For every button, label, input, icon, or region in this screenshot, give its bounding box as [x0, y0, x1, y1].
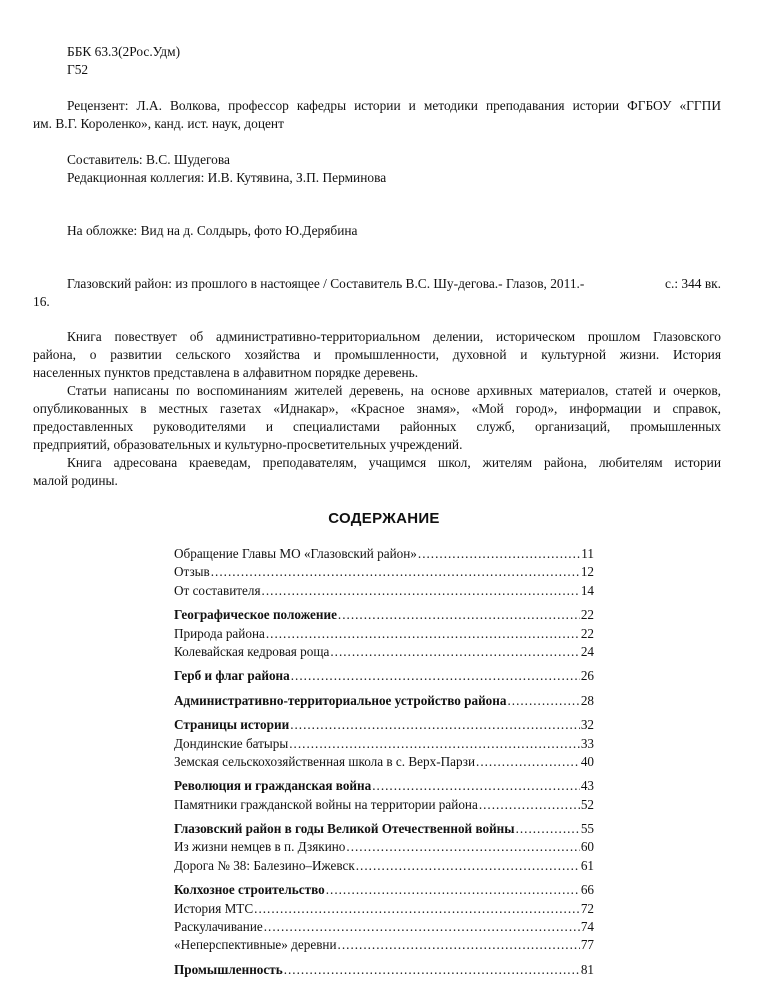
abstract-paragraph-3	[33, 454, 721, 490]
toc-item	[174, 667, 594, 685]
reviewer-block	[33, 97, 721, 133]
author-sign: Г52	[67, 62, 89, 77]
toc-leader-dots	[211, 563, 580, 581]
bbk-code: ББК 63.3(2Рос.Удм)	[67, 44, 181, 59]
toc-item-title: Колевайская кедровая роща	[174, 643, 330, 659]
toc-item-page: 55	[580, 821, 594, 837]
toc-item-page: 77	[580, 937, 594, 953]
toc-item-title: Глазовский район в годы Великой Отечественной войны	[174, 821, 515, 837]
toc-item	[174, 545, 594, 563]
toc-item-page: 22	[580, 607, 594, 623]
toc-item-page: 33	[580, 735, 594, 751]
toc-leader-dots	[264, 918, 580, 936]
toc-item-title: Природа района	[174, 625, 265, 641]
abstract-line: предприятий, образовательных и культурно-просветительных учреждений.	[33, 437, 463, 452]
cover-line: На обложке: Вид на д. Солдырь, фото Ю.Дерябина	[67, 223, 358, 238]
bib-cont: 16.	[33, 294, 50, 309]
bbk-header	[33, 43, 721, 79]
toc-leader-dots	[516, 820, 580, 838]
abstract-line: населенных пунктов представлена в алфавитном порядке деревень.	[33, 365, 419, 380]
toc-item-page: 26	[580, 668, 594, 684]
toc-leader-dots	[338, 936, 580, 954]
bib-main: Глазовский район: из прошлого в настоящее / Составитель В.С. Шу-дегова.- Глазов, 2011.-	[67, 276, 585, 291]
abstract-paragraph-1	[33, 328, 721, 382]
toc-item-title: Отзыв	[174, 564, 210, 580]
toc-item-page: 32	[580, 717, 594, 733]
toc-item-title: Административно-территориальное устройство района	[174, 692, 507, 708]
abstract-paragraph-2	[33, 382, 721, 454]
abstract-line: малой родины.	[33, 473, 118, 488]
toc-item-title: Дондинские батыры	[174, 735, 289, 751]
toc-item-page: 12	[580, 564, 594, 580]
compiler-block	[33, 151, 721, 187]
table-of-contents	[174, 545, 594, 979]
toc-leader-dots	[418, 545, 580, 563]
toc-item-title: Революция и гражданская война	[174, 778, 372, 794]
toc-item-title: История МТС	[174, 900, 254, 916]
toc-item-page: 66	[580, 882, 594, 898]
toc-item	[174, 716, 594, 734]
toc-item	[174, 881, 594, 899]
toc-leader-dots	[356, 857, 580, 875]
toc-item-title: Обращение Главы МО «Глазовский район»	[174, 546, 417, 561]
toc-item-title: Земская сельскохозяйственная школа в с. Верх-Парзи	[174, 753, 476, 769]
toc-item	[174, 936, 594, 954]
editorial-line: Редакционная коллегия: И.В. Кутявина, З.П. Перминова	[67, 170, 387, 185]
abstract-line: опубликованных в местных газетах «Иднакар», «Красное знамя», «Мой город», информации и справок,	[33, 401, 721, 416]
toc-item	[174, 918, 594, 936]
toc-item-title: Географическое положение	[174, 607, 337, 623]
toc-item-page: 24	[580, 643, 594, 659]
toc-item-page: 61	[580, 857, 594, 873]
toc-leader-dots	[266, 625, 580, 643]
compiler-line: Составитель: В.С. Шудегова	[67, 152, 230, 167]
toc-item	[174, 563, 594, 581]
toc-item	[174, 625, 594, 643]
toc-item	[174, 838, 594, 856]
toc-item	[174, 643, 594, 661]
toc-item	[174, 735, 594, 753]
toc-item-title: Промышленность	[174, 961, 283, 977]
toc-title: СОДЕРЖАНИЕ	[328, 510, 440, 527]
toc-item	[174, 820, 594, 838]
toc-leader-dots	[479, 796, 580, 814]
toc-item-title: Страницы истории	[174, 717, 290, 733]
toc-item	[174, 606, 594, 624]
toc-leader-dots	[290, 716, 580, 734]
toc-item-page: 43	[580, 778, 594, 794]
reviewer-line-1: Рецензент: Л.А. Волкова, профессор кафедры истории и методики преподавания истории ФГБОУ «ГГПИ	[67, 98, 721, 113]
toc-item-page: 74	[580, 919, 594, 935]
toc-item-title: Памятники гражданской войны на территории района	[174, 796, 478, 812]
toc-item-page: 81	[580, 961, 594, 977]
cover-note	[33, 222, 721, 240]
toc-item-title: Из жизни немцев в п. Дзякино	[174, 839, 346, 855]
toc-item	[174, 900, 594, 918]
abstract-line: района, о развитии сельского хозяйства и промышленности, духовной и культурной жизни. История	[33, 347, 721, 362]
toc-item	[174, 857, 594, 875]
abstract	[33, 328, 721, 490]
toc-item-page: 52	[580, 796, 594, 812]
toc-item	[174, 692, 594, 710]
toc-item-page: 40	[580, 753, 594, 769]
toc-item-title: «Неперспективные» деревни	[174, 937, 337, 953]
toc-item-page: 28	[580, 692, 594, 708]
toc-item-page: 11	[581, 546, 594, 561]
reviewer-line-2: им. В.Г. Короленко», канд. ист. наук, доцент	[33, 116, 284, 131]
toc-item-title: От составителя	[174, 582, 261, 598]
toc-leader-dots	[291, 667, 580, 685]
abstract-line: Книга повествует об административно-территориальном делении, историческом прошлом Глазовского	[67, 329, 721, 344]
toc-item	[174, 961, 594, 979]
toc-leader-dots	[330, 643, 579, 661]
toc-leader-dots	[507, 692, 579, 710]
toc-leader-dots	[284, 961, 580, 979]
toc-leader-dots	[262, 582, 580, 600]
toc-item	[174, 582, 594, 600]
toc-leader-dots	[338, 606, 580, 624]
toc-leader-dots	[476, 753, 580, 771]
toc-item-title: Раскулачивание	[174, 919, 263, 935]
toc-item	[174, 777, 594, 795]
bib-pages: с.: 344 вк.	[665, 276, 721, 291]
toc-leader-dots	[254, 900, 580, 918]
toc-item-page: 14	[580, 582, 594, 598]
toc-item-page: 22	[580, 625, 594, 641]
toc-leader-dots	[346, 838, 579, 856]
toc-item-title: Колхозное строительство	[174, 882, 325, 898]
abstract-line: предоставленных руководителями и специалистами районных служб, организаций, промышленных	[33, 419, 721, 434]
bibliographic-record	[33, 275, 721, 311]
toc-leader-dots	[289, 735, 580, 753]
toc-item-title: Дорога № 38: Балезино–Ижевск	[174, 857, 355, 873]
abstract-line: Книга адресована краеведам, преподавателям, учащимся школ, жителям района, любителям истории	[67, 455, 721, 470]
toc-item-page: 72	[580, 900, 594, 916]
toc-leader-dots	[326, 881, 580, 899]
toc-item-title: Герб и флаг района	[174, 668, 290, 684]
toc-item-page: 60	[580, 839, 594, 855]
toc-item	[174, 796, 594, 814]
abstract-line: Статьи написаны по воспоминаниям жителей деревень, на основе архивных материалов, статей и очерков,	[67, 383, 721, 398]
toc-leader-dots	[372, 777, 580, 795]
toc-item	[174, 753, 594, 771]
